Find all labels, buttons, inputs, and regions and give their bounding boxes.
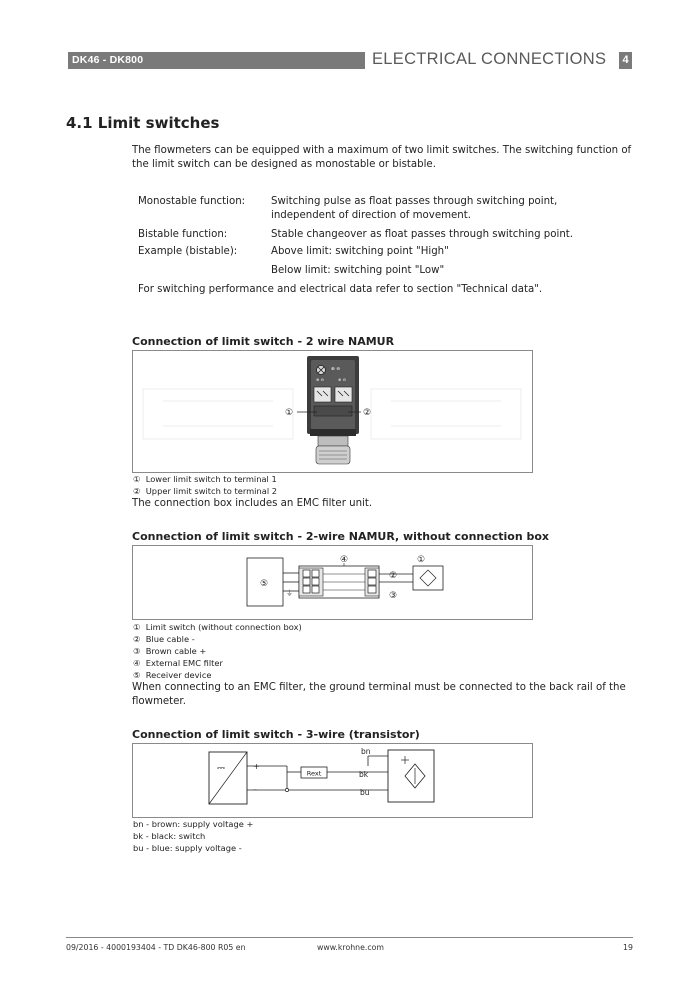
diagram2-caption-5: ⑤ Receiver device <box>133 670 212 680</box>
svg-text:⊕ ⊖: ⊕ ⊖ <box>338 377 346 382</box>
limit-switch-callout: ① <box>416 555 426 565</box>
svg-text:⎓: ⎓ <box>217 763 225 774</box>
function-desc-example-low: Below limit: switching point "Low" <box>271 265 445 276</box>
function-term-bistable: Bistable function: <box>138 229 228 240</box>
receiver-device-callout: ⑤ <box>259 579 269 589</box>
diagram1-caption-2: ② Upper limit switch to terminal 2 <box>133 486 278 496</box>
diagram1-callout-1: ① <box>284 408 294 418</box>
namur-wiring-drawing <box>133 546 532 619</box>
svg-text:⏚: ⏚ <box>286 589 293 597</box>
footer-page-number: 19 <box>623 943 633 952</box>
diagram1-caption-1: ① Lower limit switch to terminal 1 <box>133 474 277 484</box>
diagram1-callout-2: ② <box>362 408 372 418</box>
function-term-example: Example (bistable): <box>138 246 238 257</box>
diagram1-title: Connection of limit switch - 2 wire NAMUR <box>132 335 395 348</box>
diagram3-title: Connection of limit switch - 3-wire (transistor) <box>132 728 420 741</box>
diagram2-title: Connection of limit switch - 2-wire NAMUR, without connection box <box>132 530 550 543</box>
resistor-label: Rext <box>306 769 322 778</box>
footer-rule <box>66 937 633 938</box>
connection-box-drawing <box>133 351 532 472</box>
emc-filter-callout: ④ <box>339 555 349 565</box>
blue-cable-callout: ② <box>388 571 398 581</box>
function-desc-example-high: Above limit: switching point "High" <box>271 246 449 257</box>
svg-text:⊕ ⊖: ⊕ ⊖ <box>331 367 340 372</box>
diagram2-caption-1: ① Limit switch (without connection box) <box>133 622 302 632</box>
function-term-monostable: Monostable function: <box>138 196 246 207</box>
wire-label-bk: bk <box>359 770 369 779</box>
diagram1-figure <box>132 350 533 473</box>
footer-document-reference: 09/2016 - 4000193404 - TD DK46-800 R05 en <box>66 943 246 952</box>
technical-data-note: For switching performance and electrical data refer to section "Technical data". <box>138 284 543 295</box>
intro-line-1: The flowmeters can be equipped with a maximum of two limit switches. The switching function of <box>132 145 632 156</box>
minus-terminal-label: – <box>253 785 257 794</box>
header-chapter-number: 4 <box>619 52 632 69</box>
diagram2-figure <box>132 545 533 620</box>
diagram3-figure <box>132 743 533 818</box>
diagram2-caption-3: ③ Brown cable + <box>133 646 207 656</box>
diagram3-caption-bu: bu - blue: supply voltage - <box>133 843 242 853</box>
diagram3-caption-bk: bk - black: switch <box>133 831 206 841</box>
diagram2-caption-4: ④ External EMC filter <box>133 658 223 668</box>
intro-line-2: the limit switch can be designed as monostable or bistable. <box>132 159 436 170</box>
header-chapter-title: ELECTRICAL CONNECTIONS <box>372 50 607 68</box>
wire-label-bn: bn <box>361 747 371 756</box>
diagram2-note-line-2: flowmeter. <box>132 696 186 707</box>
diagram1-note: The connection box includes an EMC filter unit. <box>132 498 373 509</box>
svg-text:⊕ ⊖: ⊕ ⊖ <box>316 377 324 382</box>
header-product-label: DK46 - DK800 <box>68 52 365 69</box>
footer-website: www.krohne.com <box>317 943 385 952</box>
function-desc-monostable-2: independent of direction of movement. <box>271 210 471 221</box>
transistor-wiring-drawing <box>133 744 532 817</box>
diagram3-caption-bn: bn - brown: supply voltage + <box>133 819 254 829</box>
diagram2-note-line-1: When connecting to an EMC filter, the ground terminal must be connected to the back rail of the <box>132 682 626 693</box>
wire-label-bu: bu <box>360 788 370 797</box>
diagram2-caption-2: ② Blue cable - <box>133 634 195 644</box>
section-title: 4.1 Limit switches <box>66 114 220 132</box>
plus-terminal-label: + <box>253 762 260 771</box>
brown-cable-callout: ③ <box>388 591 398 601</box>
function-desc-bistable: Stable changeover as float passes through switching point. <box>271 229 574 240</box>
function-desc-monostable: Switching pulse as float passes through switching point, <box>271 196 558 207</box>
